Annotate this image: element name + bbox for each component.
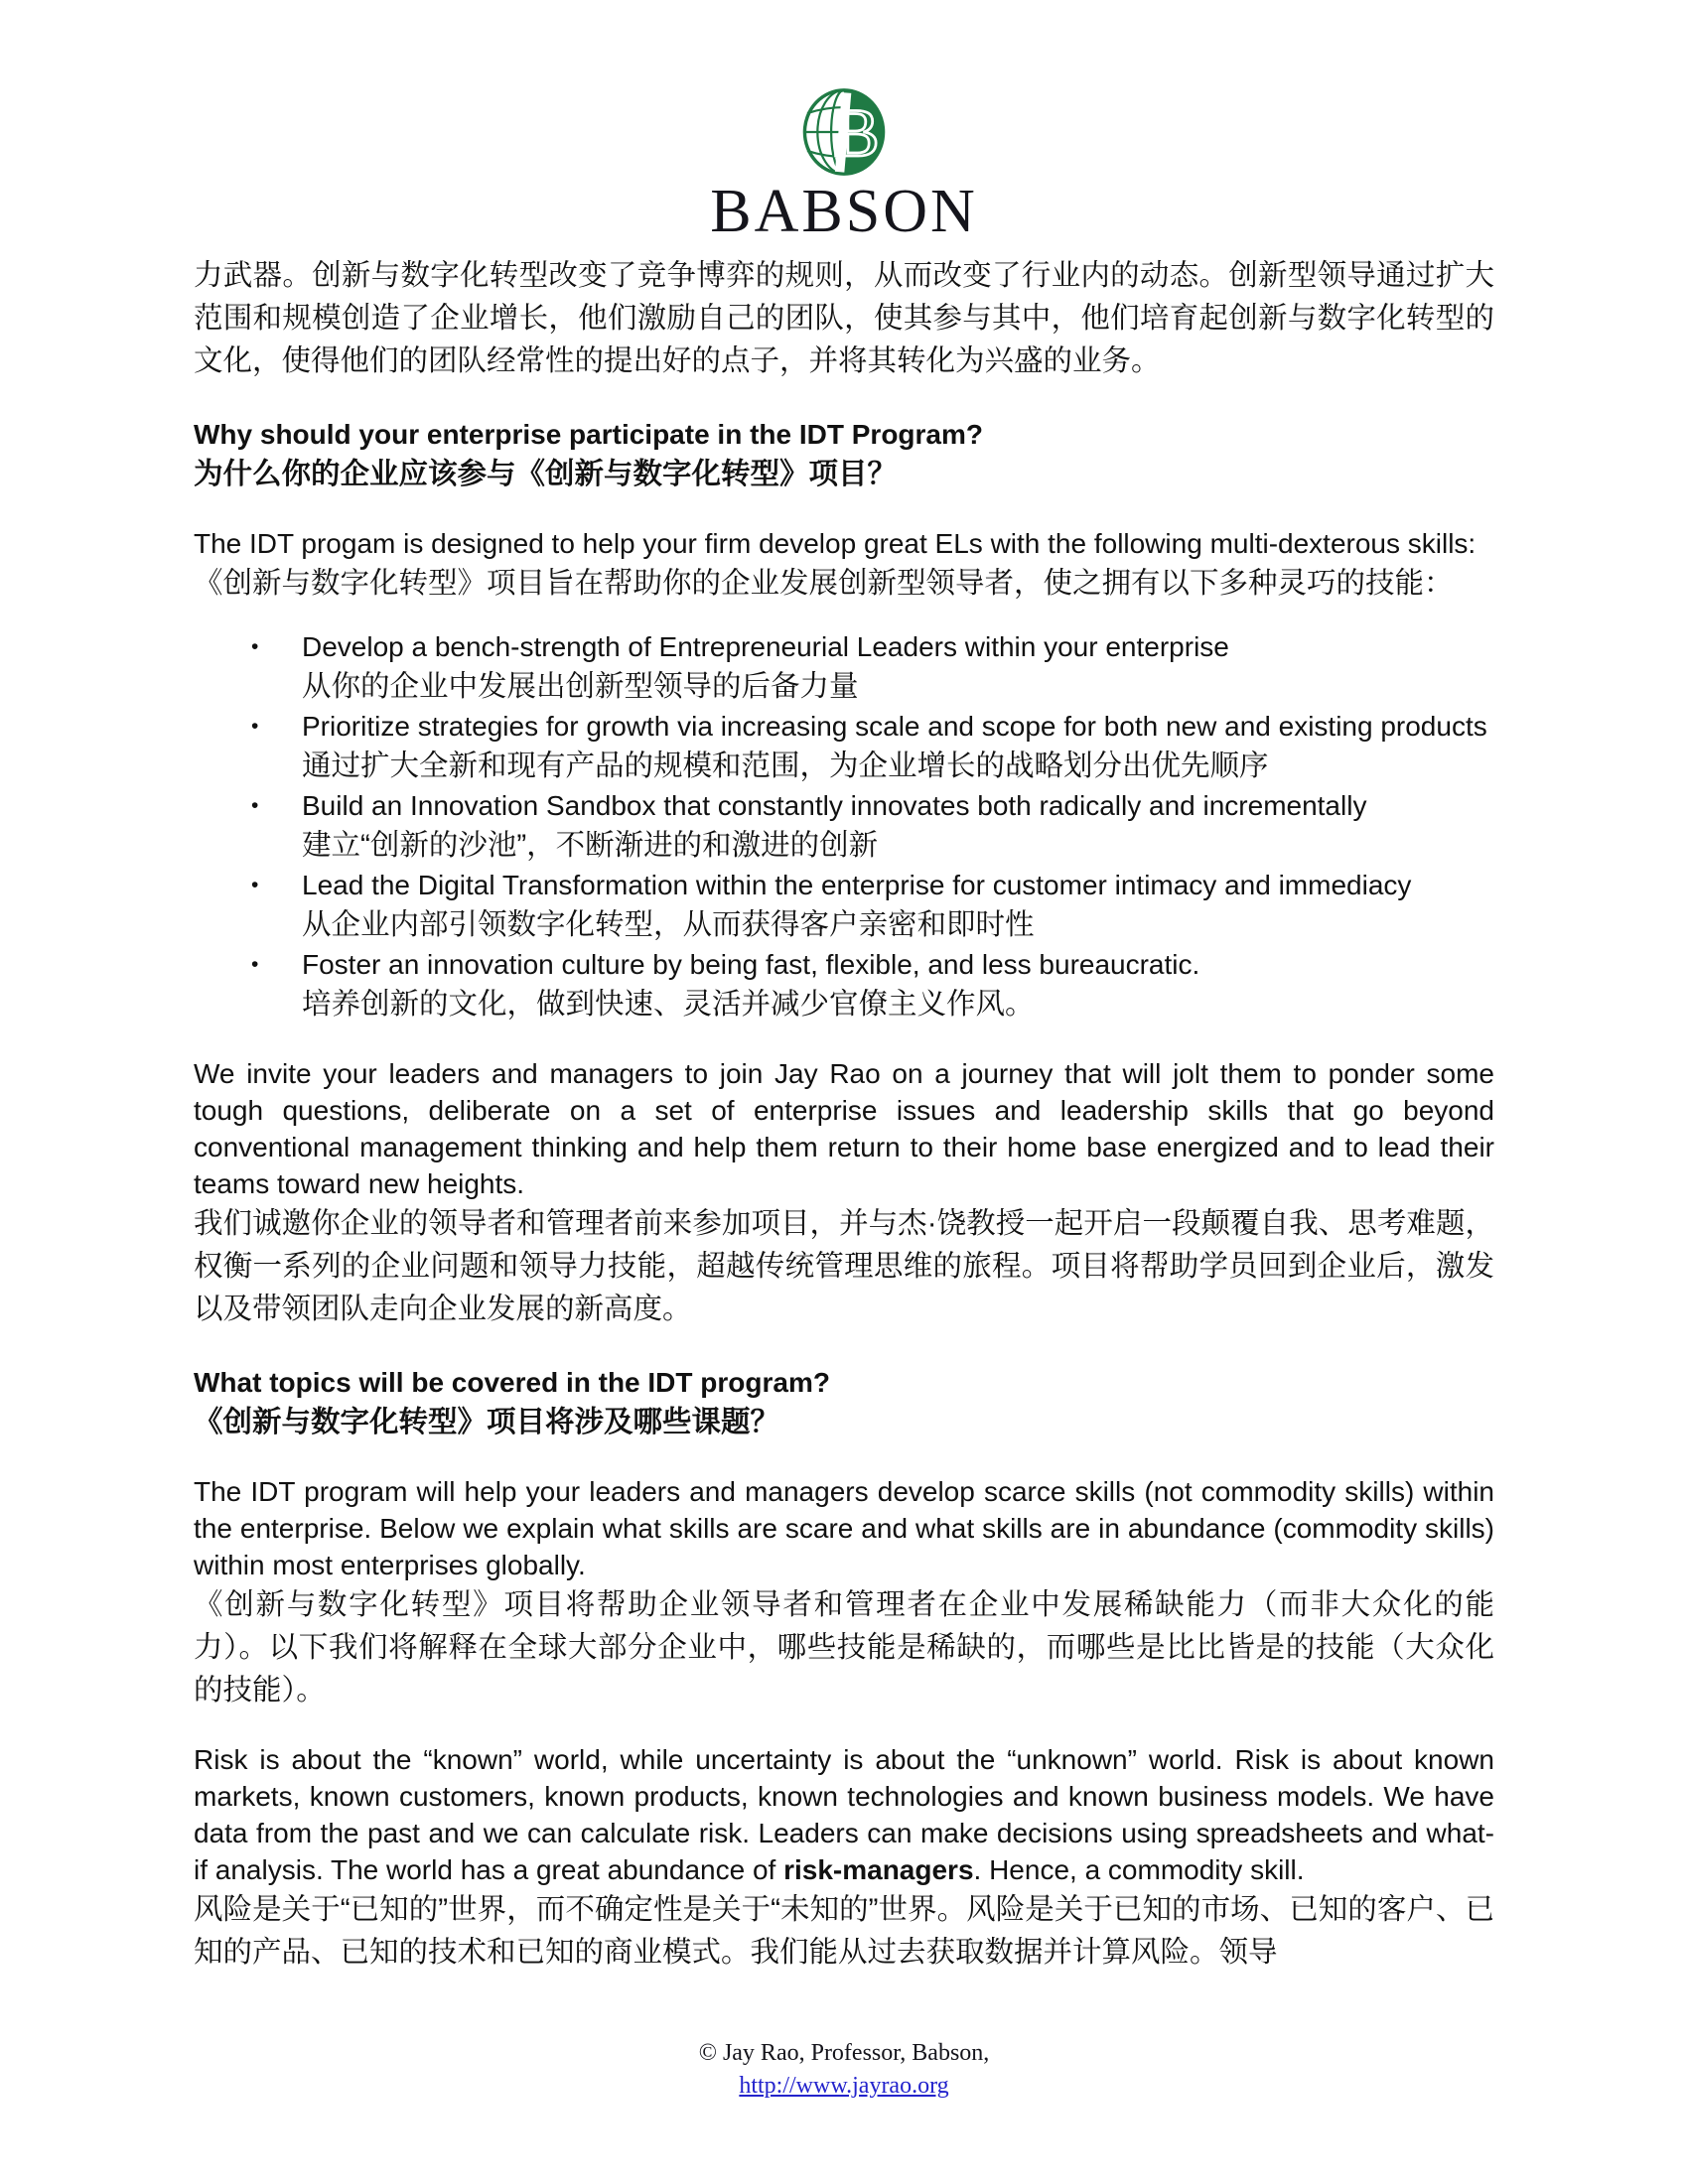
section1-heading-zh: 为什么你的企业应该参与《创新与数字化转型》项目？ — [194, 458, 898, 490]
bullet-icon: • — [251, 953, 259, 976]
section2-heading-zh: 《创新与数字化转型》项目将涉及哪些课题？ — [194, 1406, 780, 1438]
invite-paragraph-zh: 我们诚邀你企业的领导者和管理者前来参加项目，并与杰·饶教授一起开启一段颠覆自我、思考难题，权衡一系列的企业问题和领导力技能，超越传统管理思维的旅程。项目将帮助学员回到企业后，激发以及带领团队走向企业发展的新高度。 — [194, 1207, 1494, 1325]
section2-heading — [194, 1364, 1494, 1443]
bullet-text-zh: 建立“创新的沙池”，不断渐进的和激进的创新 — [302, 829, 879, 862]
list-item — [251, 946, 1494, 1025]
bullet-icon: • — [251, 874, 259, 896]
bullet-text-zh: 从企业内部引领数字化转型，从而获得客户亲密和即时性 — [302, 908, 1035, 941]
bullet-text-en: Prioritize strategies for growth via increasing scale and scope for both new and existing products — [302, 711, 1487, 742]
footer-copyright: © Jay Rao, Professor, Babson, — [698, 2040, 990, 2066]
list-item — [251, 787, 1494, 867]
scarce-skills-paragraph-en: The IDT program will help your leaders and managers develop scarce skills (not commodity skills) within the enterprise. Below we explain what skills are scare and what skills are in abundance (commodity skills) within most enterprises globally. — [194, 1476, 1494, 1580]
bullet-text-en: Foster an innovation culture by being fast, flexible, and less bureaucratic. — [302, 949, 1200, 980]
list-item — [251, 708, 1494, 787]
invite-paragraph — [194, 1055, 1494, 1330]
risk-text-after: . Hence, a commodity skill. — [973, 1854, 1305, 1885]
brand-wordmark: BABSON — [710, 178, 978, 245]
section1-lead-zh: 《创新与数字化转型》项目旨在帮助你的企业发展创新型领导者，使之拥有以下多种灵巧的技能： — [194, 567, 1454, 600]
bullet-text-en: Develop a bench-strength of Entrepreneurial Leaders within your enterprise — [302, 631, 1229, 662]
babson-logo — [0, 0, 1688, 245]
bullet-text-zh: 培养创新的文化，做到快速、灵活并减少官僚主义作风。 — [302, 988, 1035, 1021]
section1-heading — [194, 416, 1494, 495]
bullet-text-zh: 从你的企业中发展出创新型领导的后备力量 — [302, 670, 859, 703]
footer-link[interactable]: http://www.jayrao.org — [739, 2073, 949, 2099]
risk-paragraph — [194, 1741, 1494, 1974]
bullet-icon: • — [251, 794, 259, 817]
skills-bullet-list — [194, 628, 1494, 1025]
bullet-text-en: Lead the Digital Transformation within the enterprise for customer intimacy and immediacy — [302, 870, 1412, 900]
section1-lead-en: The IDT progam is designed to help your firm develop great ELs with the following multi-dexterous skills: — [194, 528, 1477, 559]
svg-text:B: B — [833, 95, 880, 172]
bullet-text-en: Build an Innovation Sandbox that constantly innovates both radically and incrementally — [302, 790, 1367, 821]
babson-globe-icon — [801, 87, 887, 177]
list-item — [251, 867, 1494, 946]
risk-paragraph-zh: 风险是关于“已知的”世界，而不确定性是关于“未知的”世界。风险是关于已知的市场、已知的客户、已知的产品、已知的技术和已知的商业模式。我们能从过去获取数据并计算风险。领导 — [194, 1893, 1494, 1969]
section1-heading-en: Why should your enterprise participate in the IDT Program? — [194, 419, 984, 450]
bullet-icon: • — [251, 715, 259, 738]
risk-text-before: Risk is about the “known” world, while uncertainty is about the “unknown” world. Risk is about known markets, known customers, known products, known technologies and known business models. We have data from the past and we can calculate risk. Leaders can make decisions using spreadsheets and what-if analysis. The world has a great abundance of — [194, 1744, 1494, 1885]
list-item — [251, 628, 1494, 708]
section2-heading-en: What topics will be covered in the IDT program? — [194, 1367, 830, 1398]
bullet-icon: • — [251, 635, 259, 658]
invite-paragraph-en: We invite your leaders and managers to join Jay Rao on a journey that will jolt them to ponder some tough questions, deliberate on a set of enterprise issues and leadership skills that go beyond conventional management thinking and help them return to their home base energized and to lead their teams toward new heights. — [194, 1058, 1494, 1199]
risk-text-bold: risk-managers — [783, 1854, 974, 1885]
bullet-text-zh: 通过扩大全新和现有产品的规模和范围，为企业增长的战略划分出优先顺序 — [302, 750, 1269, 782]
intro-paragraph-zh: 力武器。创新与数字化转型改变了竞争博弈的规则，从而改变了行业内的动态。创新型领导通过扩大范围和规模创造了企业增长，他们激励自己的团队，使其参与其中，他们培育起创新与数字化转型的文化，使得他们的团队经常性的提出好的点子，并将其转化为兴盛的业务。 — [194, 259, 1494, 377]
risk-paragraph-en — [194, 1741, 1494, 1888]
page-footer — [0, 2037, 1688, 2103]
scarce-skills-paragraph — [194, 1473, 1494, 1711]
scarce-skills-paragraph-zh: 《创新与数字化转型》项目将帮助企业领导者和管理者在企业中发展稀缺能力（而非大众化的能力）。以下我们将解释在全球大部分企业中，哪些技能是稀缺的，而哪些是比比皆是的技能（大众化的技能）。 — [194, 1588, 1494, 1706]
section1-lead — [194, 525, 1494, 605]
